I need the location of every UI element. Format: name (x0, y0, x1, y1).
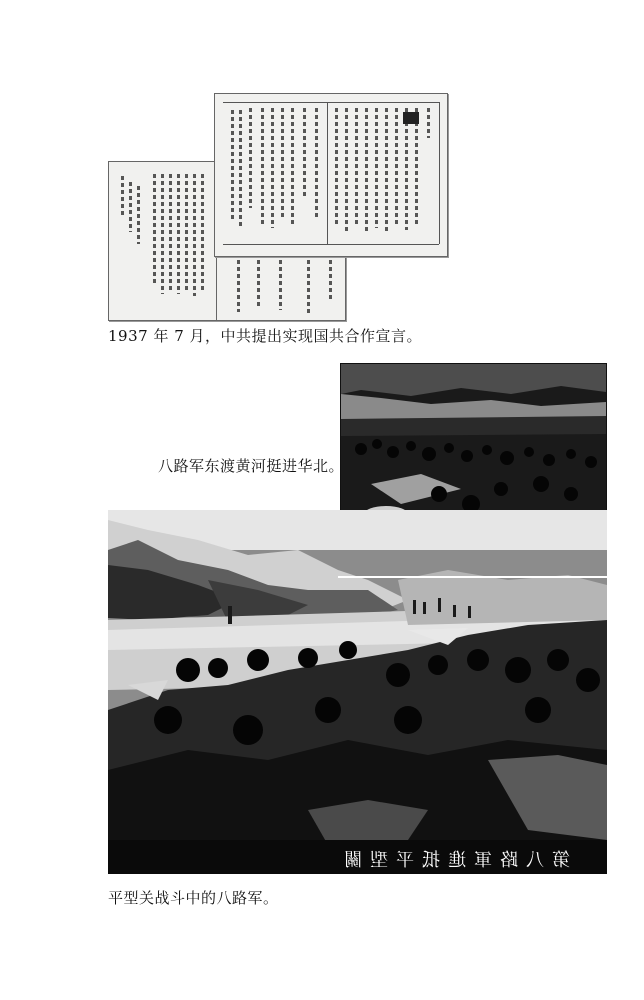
document-scans-figure (108, 93, 446, 321)
battle-photo (108, 510, 607, 874)
river-caption: 八路军东渡黄河挺进华北。 (158, 457, 345, 475)
inset-photo-border (338, 576, 607, 578)
document-page-left (108, 161, 218, 321)
battle-caption: 平型关战斗中的八路军。 (108, 889, 279, 907)
photo-inscription: 第八路軍進抵平型關 (336, 850, 570, 871)
document-page-right (214, 93, 448, 257)
document-caption: 1937 年 7 月，中共提出实现国共合作宣言。 (108, 327, 423, 345)
document-page-middle (216, 253, 346, 321)
